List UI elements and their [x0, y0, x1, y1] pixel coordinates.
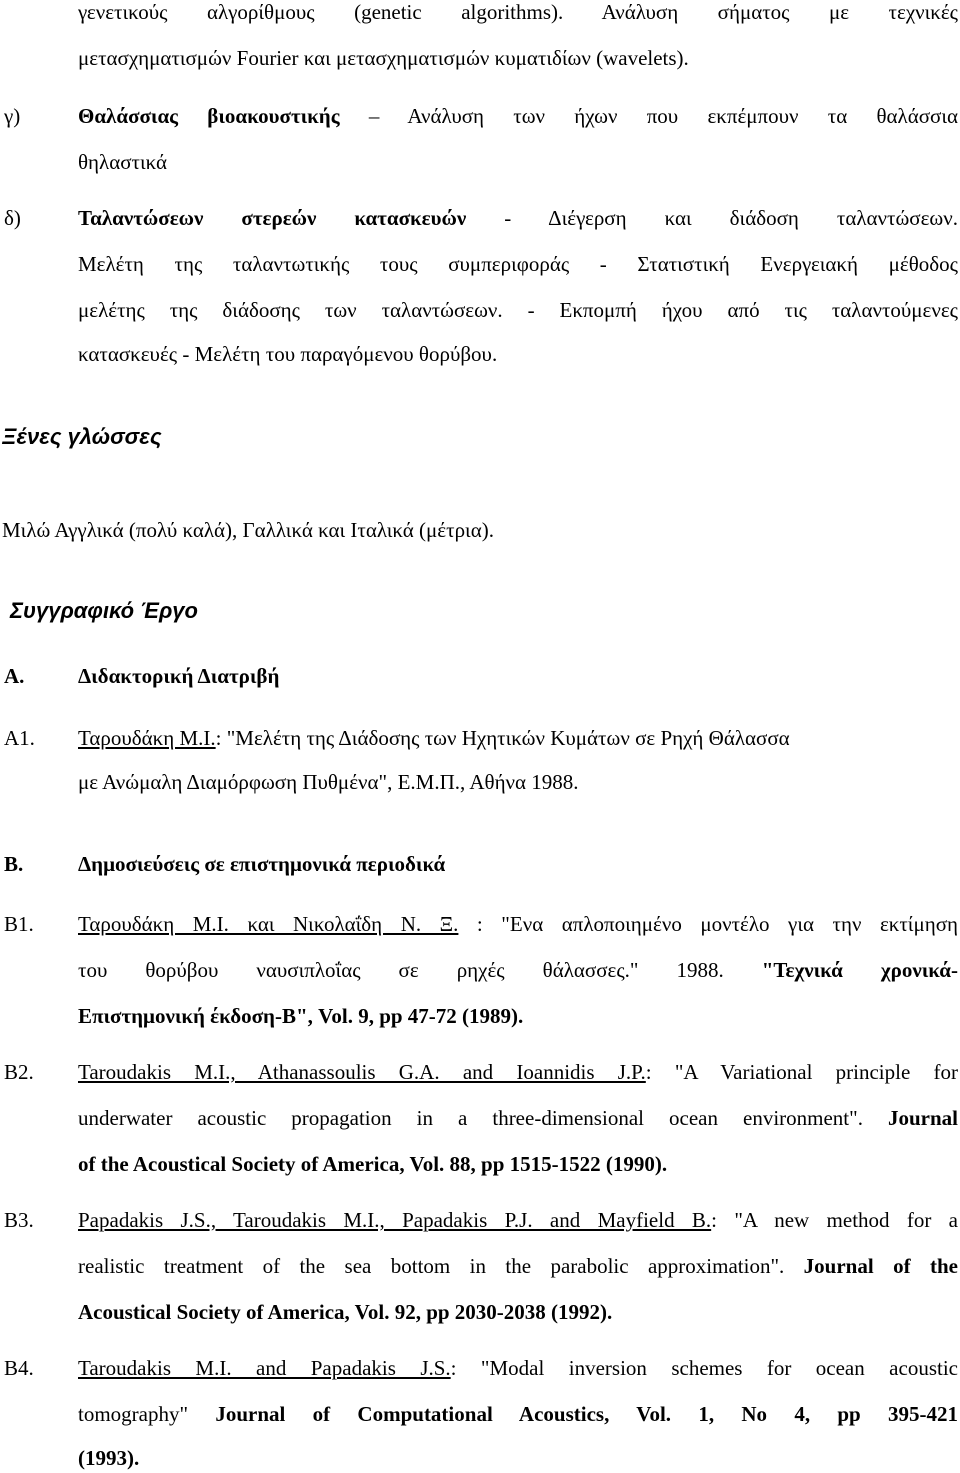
- b1-title: : "Ενα απλοποιημένο μοντέλο για την εκτίμηση: [458, 912, 958, 936]
- b1-line-1: [78, 912, 958, 936]
- b4-line-2: [78, 1402, 958, 1426]
- b1-line-2: [78, 958, 958, 982]
- b3-author: Papadakis J.S., Taroudakis M.I., Papadakis P.J. and Mayfield B.: [78, 1208, 712, 1232]
- item-g-line-1: [78, 104, 958, 128]
- item-d-title: Ταλαντώσεων στερεών κατασκευών: [78, 206, 467, 230]
- b4-line-3: (1993).: [78, 1446, 140, 1470]
- a1-label: Α1.: [4, 726, 35, 750]
- b3-line-2: [78, 1254, 958, 1278]
- section-a-label: Α.: [4, 664, 25, 688]
- intro-line-1: γενετικούς αλγορίθμους (genetic algorithms). Ανάλυση σήματος με τεχνικές: [78, 0, 958, 24]
- b3-title: : "A new method for a: [711, 1208, 958, 1232]
- b1-journal-start: "Τεχνικά χρονικά-: [723, 958, 958, 982]
- languages-text: Μιλώ Αγγλικά (πολύ καλά), Γαλλικά και Ιταλικά (μέτρια).: [2, 518, 494, 542]
- item-g-title: Θαλάσσιας βιοακουστικής: [78, 104, 340, 128]
- b2-line-2: [78, 1106, 958, 1130]
- section-b-label: Β.: [4, 852, 24, 876]
- b1-label: Β1.: [4, 912, 34, 936]
- a1-author: Ταρουδάκη Μ.Ι.: [78, 726, 216, 750]
- languages-heading: Ξένες γλώσσες: [2, 424, 162, 449]
- b1-author: Ταρουδάκη Μ.Ι. και Νικολαΐδη Ν. Ξ.: [78, 912, 459, 936]
- item-g-text: – Ανάλυση των ήχων που εκπέμπουν τα θαλάσσια: [339, 104, 958, 128]
- b3-label: Β3.: [4, 1208, 34, 1232]
- b4-line-2-text: tomography": [78, 1402, 189, 1426]
- item-d-label: δ): [4, 206, 21, 230]
- b2-journal-start: Journal: [862, 1106, 958, 1130]
- section-b-title: Δημοσιεύσεις σε επιστημονικά περιοδικά: [78, 852, 446, 876]
- b4-label: Β4.: [4, 1356, 34, 1380]
- b2-author: Taroudakis M.I., Athanassoulis G.A. and Ioannidis J.P.: [78, 1060, 646, 1084]
- writing-heading: Συγγραφικό Έργο: [10, 598, 198, 623]
- item-g-label: γ): [4, 104, 21, 128]
- b1-line-3: Επιστημονική έκδοση-Β", Vol. 9, pp 47-72 (1989).: [78, 1004, 524, 1028]
- b3-line-3: Acoustical Society of America, Vol. 92, pp 2030-2038 (1992).: [78, 1300, 613, 1324]
- b4-title: : "Modal inversion schemes for ocean acoustic: [450, 1356, 958, 1380]
- section-a-title: Διδακτορική Διατριβή: [78, 664, 280, 688]
- item-d-line-1: [78, 206, 958, 230]
- b2-title: : "A Variational principle for: [645, 1060, 958, 1084]
- b4-line-1: [78, 1356, 958, 1380]
- b2-line-3: of the Acoustical Society of America, Vol. 88, pp 1515-1522 (1990).: [78, 1152, 668, 1176]
- item-d-line-4: κατασκευές - Μελέτη του παραγόμενου θορύβου.: [78, 342, 498, 366]
- b2-label: Β2.: [4, 1060, 34, 1084]
- a1-line-2: με Ανώμαλη Διαμόρφωση Πυθμένα", Ε.Μ.Π., Αθήνα 1988.: [78, 770, 579, 794]
- item-g-line-2: θηλαστικά: [78, 150, 168, 174]
- item-d-text: - Διέγερση και διάδοση ταλαντώσεων.: [466, 206, 958, 230]
- b3-line-1: [78, 1208, 958, 1232]
- item-d-line-3: μελέτης της διάδοσης των ταλαντώσεων. - Εκπομπή ήχου από τις ταλαντούμενες: [78, 298, 958, 322]
- b1-line-2-text: του θορύβου ναυσιπλοΐας σε ρηχές θάλασσες." 1988.: [78, 958, 724, 982]
- b3-line-2-text: realistic treatment of the sea bottom in the parabolic approximation".: [78, 1254, 785, 1278]
- item-d-line-2: Μελέτη της ταλαντωτικής τους συμπεριφοράς - Στατιστική Ενεργειακή μέθοδος: [78, 252, 958, 276]
- b4-journal-start: Journal of Computational Acoustics, Vol. 1, No 4, pp 395-421: [188, 1402, 958, 1426]
- a1-line-1: [78, 726, 790, 750]
- b2-line-1: [78, 1060, 958, 1084]
- b2-line-2-text: underwater acoustic propagation in a three-dimensional ocean environment".: [78, 1106, 863, 1130]
- a1-title: : "Μελέτη της Διάδοσης των Ηχητικών Κυμάτων σε Ρηχή Θάλασσα: [215, 726, 790, 750]
- b4-author: Taroudakis M.I. and Papadakis J.S.: [78, 1356, 451, 1380]
- intro-line-2: μετασχηματισμών Fourier και μετασχηματισμών κυματιδίων (wavelets).: [78, 46, 689, 70]
- b3-journal-start: Journal of the: [784, 1254, 958, 1278]
